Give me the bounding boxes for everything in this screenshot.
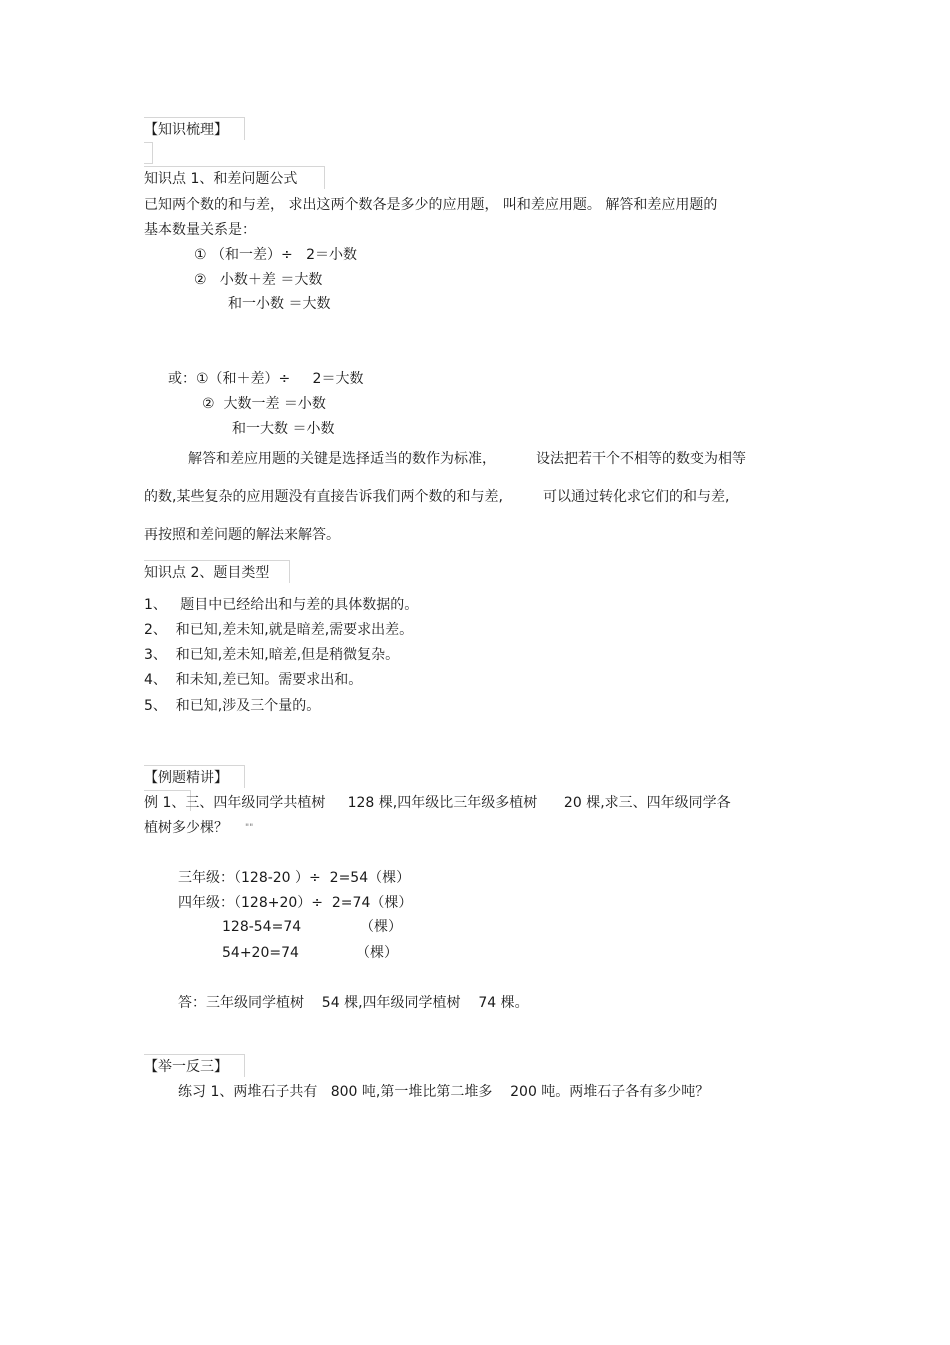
intro-line-2: 基本数量关系是： [144, 222, 256, 238]
stray-mark: "" [245, 823, 254, 833]
type-item-5: 5、 和已知,涉及三个量的。 [144, 698, 321, 714]
example-section-header: 【例题精讲】 [144, 770, 228, 786]
alt-formula-2: ② 大数一差 ＝小数 [202, 396, 326, 412]
type-item-4: 4、 和未知,差已知。需要求出和。 [144, 672, 363, 688]
key-paragraph-line-1: 解答和差应用题的关键是选择适当的数作为标准， 设法把若干个不相等的数变为相等 [188, 451, 747, 467]
formula-3: 和一小数 ＝大数 [228, 296, 331, 312]
solution-line-3-expr: 128-54=74 [222, 919, 302, 935]
solution-line-2: 四年级：（128+20）÷ 2=74（棵） [178, 895, 413, 911]
solution-line-3-unit: （棵） [360, 919, 402, 935]
type-item-3: 3、 和已知,差未知,暗差,但是稍微复杂。 [144, 647, 400, 663]
example-answer: 答：三年级同学植树 54 棵,四年级同学植树 74 棵。 [178, 995, 529, 1011]
practice-question-1: 练习 1、两堆石子共有 800 吨,第一堆比第二堆多 200 吨。两堆石子各有多少吨？ [178, 1084, 710, 1100]
alt-formula-1: 或：①（和＋差）÷ 2＝大数 [168, 371, 364, 387]
example-question-line-1: 例 1、三、四年级同学共植树 128 棵,四年级比三年级多植树 20 棵,求三、四年级同学各 [144, 795, 731, 811]
formula-2: ② 小数＋差 ＝大数 [194, 272, 323, 288]
knowledge-point-2-title: 知识点 2、题目类型 [144, 565, 270, 581]
key-paragraph-line-2: 的数,某些复杂的应用题没有直接告诉我们两个数的和与差, 可以通过转化求它们的和与差, [144, 489, 730, 505]
key-paragraph-line-3: 再按照和差问题的解法来解答。 [144, 527, 340, 543]
intro-line-1: 已知两个数的和与差， 求出这两个数各是多少的应用题， 叫和差应用题。 解答和差应用题的 [144, 197, 718, 213]
knowledge-point-1-title: 知识点 1、和差问题公式 [144, 171, 298, 187]
type-item-1: 1、 题目中已经给出和与差的具体数据的。 [144, 597, 419, 613]
type-item-2: 2、 和已知,差未知,就是暗差,需要求出差。 [144, 622, 414, 638]
practice-section-header: 【举一反三】 [144, 1059, 228, 1075]
knowledge-section-header: 【知识梳理】 [144, 122, 228, 138]
empty-cell-decoration [144, 142, 153, 164]
solution-line-4-expr: 54+20=74 [222, 945, 299, 961]
example-question-line-2: 植树多少棵？ [144, 820, 228, 836]
solution-line-1: 三年级：（128-20 ）÷ 2=54（棵） [178, 870, 411, 886]
solution-line-4-unit: （棵） [356, 945, 398, 961]
alt-formula-3: 和一大数 ＝小数 [232, 421, 335, 437]
formula-1: ① （和一差）÷ 2＝小数 [194, 247, 357, 263]
